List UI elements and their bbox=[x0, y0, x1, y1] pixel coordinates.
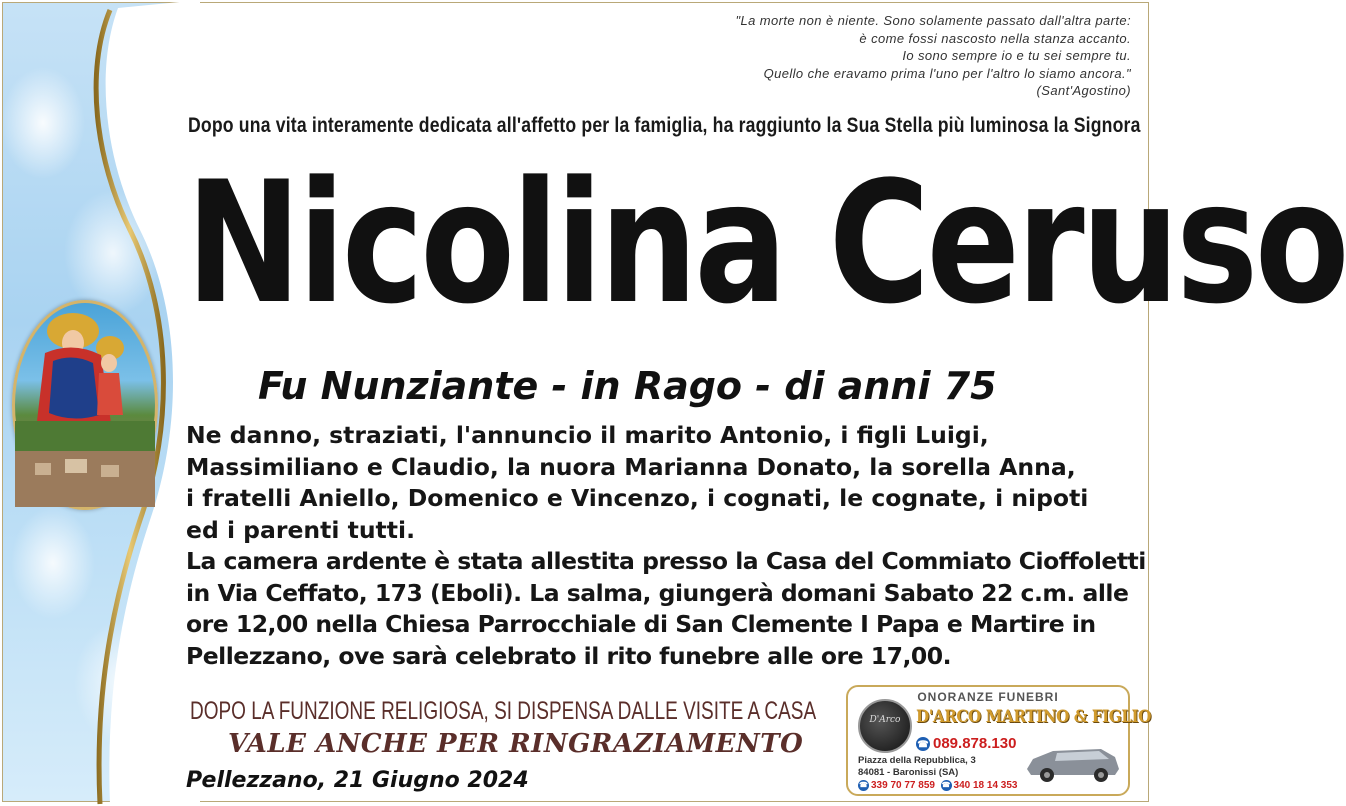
thanks-notice: VALE ANCHE PER RINGRAZIAMENTO bbox=[228, 729, 804, 759]
quote-line: Io sono sempre io e tu sei sempre tu. bbox=[902, 48, 1131, 63]
quote-block bbox=[571, 12, 1131, 100]
body-line: La camera ardente è stata allestita presso la Casa del Commiato Cioffoletti bbox=[186, 547, 1146, 575]
ad-phone bbox=[916, 735, 1016, 752]
ad-address bbox=[858, 755, 976, 779]
intro-text: Dopo una vita interamente dedicata all'affetto per la famiglia, ha raggiunto la Sua Stella più luminosa la Signora bbox=[188, 114, 1141, 137]
announcement-body bbox=[186, 420, 1146, 672]
ad-header: ONORANZE FUNEBRI bbox=[917, 690, 1059, 704]
logo-text: D'Arco bbox=[869, 715, 901, 725]
phone-number: 089.878.130 bbox=[933, 735, 1017, 752]
body-line: in Via Ceffato, 173 (Eboli). La salma, giungerà domani Sabato 22 c.m. alle bbox=[186, 578, 1129, 607]
religious-image bbox=[12, 300, 158, 510]
deceased-name: Nicolina Ceruso bbox=[186, 145, 1346, 341]
mobile-number: 339 70 77 859 bbox=[871, 780, 935, 791]
phone-icon: ☎ bbox=[859, 782, 868, 789]
address-line: 84081 - Baronissi (SA) bbox=[858, 767, 959, 778]
ad-mobiles bbox=[858, 780, 1017, 791]
body-line: i fratelli Aniello, Domenico e Vincenzo, i cognati, le cognate, i nipoti bbox=[186, 484, 1089, 512]
madonna-picture bbox=[15, 303, 155, 507]
deceased-details: Fu Nunziante - in Rago - di anni 75 bbox=[258, 364, 997, 408]
quote-line: "La morte non è niente. Sono solamente passato dall'altra parte: bbox=[735, 13, 1131, 28]
mobile-number: 340 18 14 353 bbox=[953, 780, 1018, 791]
funeral-home-ad bbox=[846, 685, 1151, 796]
funeral-home-name: D'ARCO MARTINO & FIGLIO bbox=[916, 707, 1151, 727]
quote-line: Quello che eravamo prima l'uno per l'altro lo siamo ancora." bbox=[763, 65, 1131, 81]
place-date: Pellezzano, 21 Giugno 2024 bbox=[186, 768, 529, 793]
body-line: Ne danno, straziati, l'annuncio il marito Antonio, i figli Luigi, bbox=[186, 421, 989, 449]
body-line: Pellezzano, ove sarà celebrato il rito funebre alle ore 17,00. bbox=[186, 641, 952, 670]
funeral-home-logo bbox=[858, 699, 912, 753]
hearse-icon bbox=[1023, 735, 1123, 785]
visits-notice: DOPO LA FUNZIONE RELIGIOSA, SI DISPENSA DALLE VISITE A CASA bbox=[190, 697, 817, 725]
quote-line: è come fossi nascosto nella stanza accanto. bbox=[859, 30, 1131, 46]
body-line: ed i parenti tutti. bbox=[186, 515, 415, 544]
phone-icon: ☎ bbox=[917, 739, 929, 749]
body-line: Massimiliano e Claudio, la nuora Marianna Donato, la sorella Anna, bbox=[186, 452, 1076, 481]
body-line: ore 12,00 nella Chiesa Parrocchiale di San Clemente I Papa e Martire in bbox=[186, 610, 1096, 638]
address-line: Piazza della Repubblica, 3 bbox=[858, 755, 976, 766]
phone-icon: ☎ bbox=[941, 782, 951, 789]
quote-author: (Sant'Agostino) bbox=[1036, 83, 1131, 98]
